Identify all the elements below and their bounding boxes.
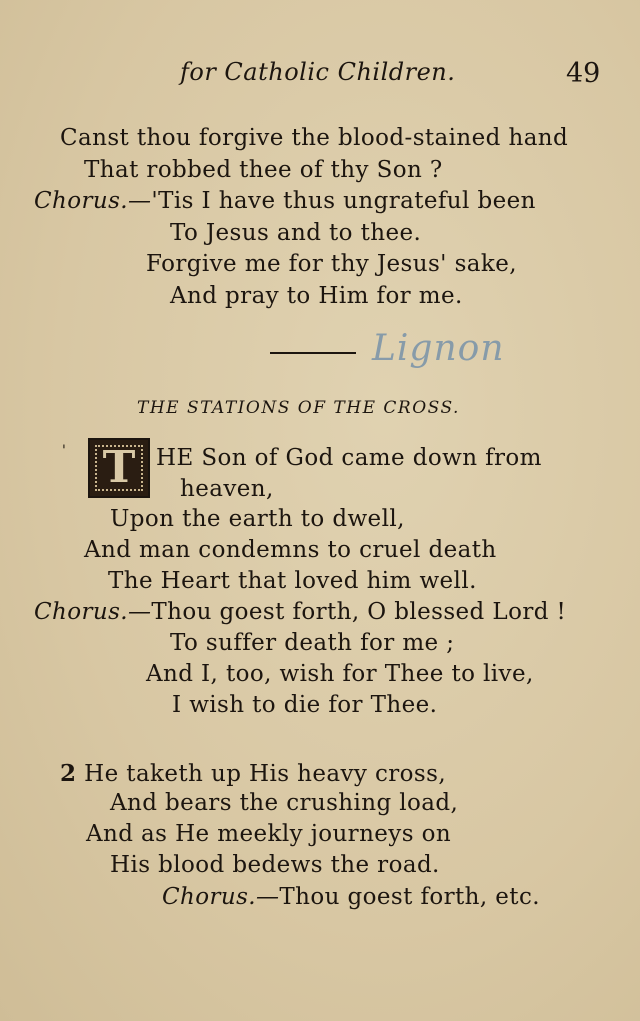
dropcap-ornament [88,438,150,498]
section-title: THE STATIONS OF THE CROSS. [137,398,460,418]
verse-line: And pray to Him for me. [170,283,463,309]
verse-text: 'Tis I have thus ungrateful been [151,188,536,214]
running-header: for Catholic Children. [180,58,456,86]
verse-line [60,760,446,787]
page-number: 49 [566,58,601,89]
verse-line: And I, too, wish for Thee to live, [146,661,534,687]
chorus-label: Chorus.— [34,599,152,625]
verse-line: I wish to die for Thee. [172,692,438,718]
verse-line: The Heart that loved him well. [108,568,477,594]
verse-line: HE Son of God came down from [156,445,542,471]
verse-line: heaven, [180,476,274,502]
handwritten-signature: Lignon [372,328,505,369]
verse-text: Thou goest forth, etc. [279,884,540,910]
verse-line: And man condemns to cruel death [84,537,497,563]
verse-line: To suffer death for me ; [170,630,455,656]
dropcap-letter: T [102,442,136,493]
verse-line: Forgive me for thy Jesus' sake, [146,251,517,277]
verse-line: Canst thou forgive the blood-stained hand [60,125,569,151]
chorus-line [34,599,566,625]
verse-line: To Jesus and to thee. [170,220,422,246]
verse-number: 2 [60,760,77,787]
verse-text: He taketh up His heavy cross, [84,761,447,787]
section-divider [270,352,356,354]
chorus-line [162,884,540,910]
verse-line: His blood bedews the road. [110,852,440,878]
verse-line: That robbed thee of thy Son ? [84,157,443,183]
verse-line: Upon the earth to dwell, [110,506,405,532]
chorus-label: Chorus.— [162,884,280,910]
verse-line: And bears the crushing load, [110,790,459,816]
chorus-label: Chorus.— [34,188,152,214]
verse-text: Thou goest forth, O blessed Lord ! [151,599,567,625]
verse-line: And as He meekly journeys on [86,821,452,847]
margin-mark: ' [62,443,66,459]
chorus-line [34,188,536,214]
